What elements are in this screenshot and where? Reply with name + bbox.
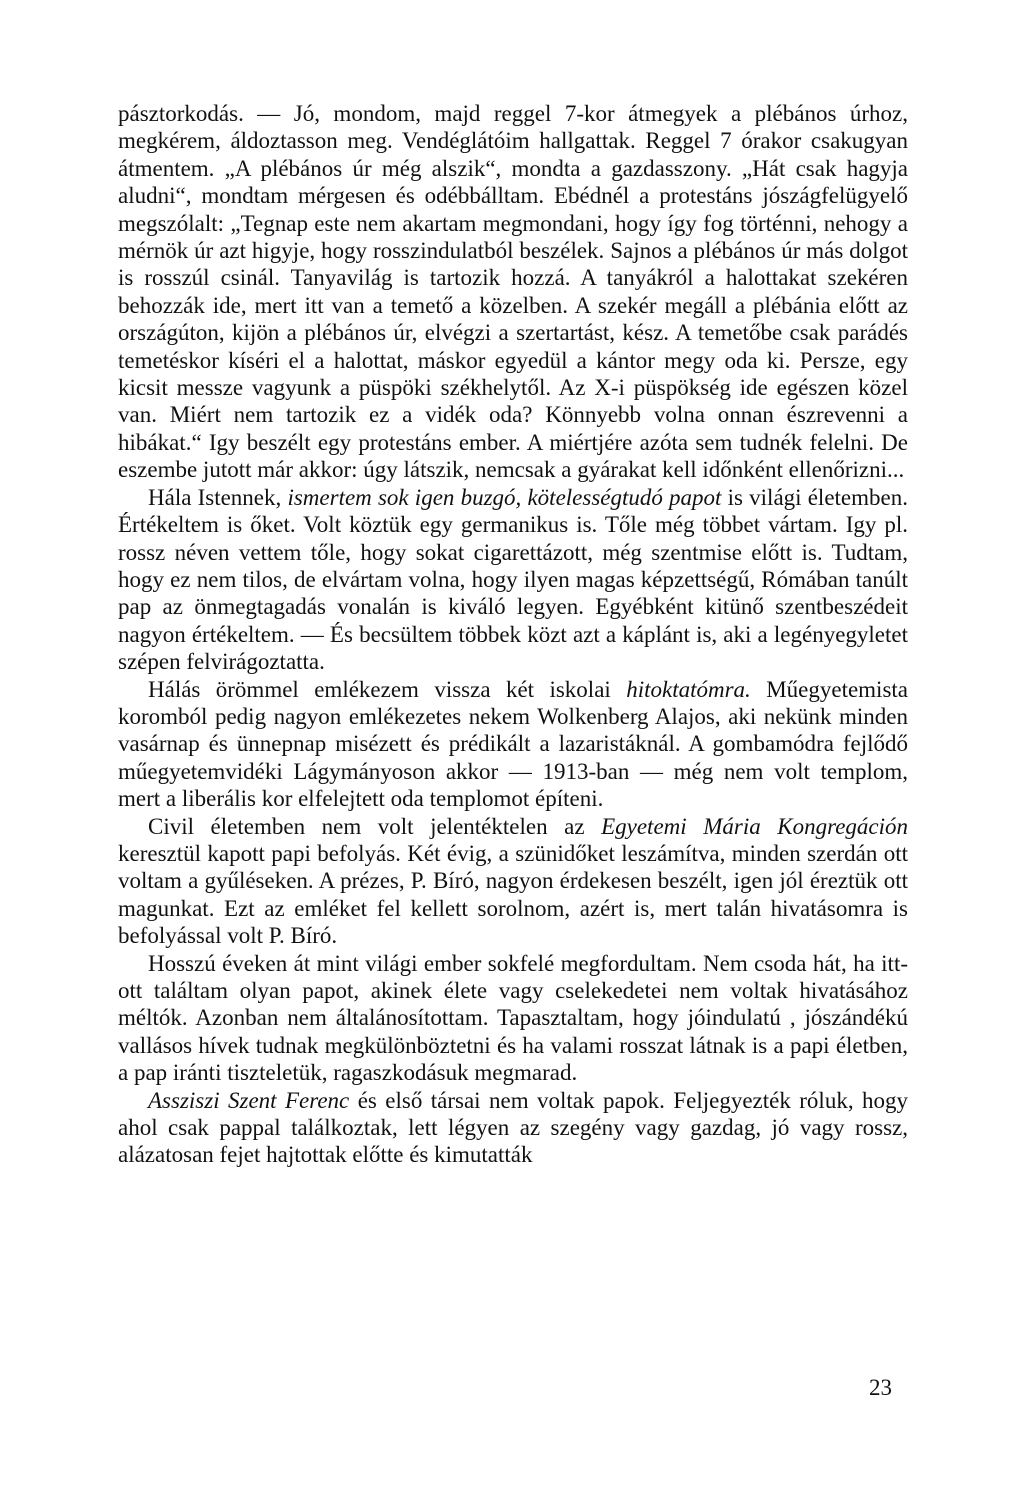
italic-run: ismertem sok igen buzgó, kötelességtudó papot bbox=[287, 484, 722, 510]
text-run: pásztorkodás. — Jó, mondom, majd reggel 7-kor átmegyek a plébános úrhoz, megkérem, áldoztasson meg. Vendéglátóim hallgattak. Reggel 7 órakor csakugyan átmentem. „A plébános úr még alszik“, mondta a gazdasszony. „Hát csak hagyja aludni“, mondtam mérgesen és odébbálltam. Ebédnél a protestáns jószágfelügyelő megszólalt: „Tegnap este nem akartam megmondani, hogy így fog történni, nehogy a mérnök úr azt higyje, hogy rosszindulatból beszélek. Sajnos a plébános úr más dolgot is rosszúl csinál. Tanyavilág is tartozik hozzá. A tanyákról a halottakat szekéren behozzák ide, mert itt van a temető a közelben. A szekér megáll a plébánia előtt az országúton, kijön a plébános úr, elvégzi a szertartást, kész. A temetőbe csak parádés temetéskor kíséri el a halottat, máskor egyedül a kántor megy oda ki. Persze, egy kicsit messze vagyunk a püspöki székhelytől. Az X-i püspökség ide egészen közel van. Miért nem tartozik ez a vidék oda? Könnyebb volna onnan észrevenni a hibákat.“ Igy beszélt egy protestáns ember. A miértjére azóta sem tudnék felelni. De eszembe jutott már akkor: úgy látszik, nemcsak a gyárakat kell időnként ellenőrizni... bbox=[118, 101, 908, 483]
paragraph-4 bbox=[118, 813, 908, 950]
paragraph-5 bbox=[118, 950, 908, 1087]
text-run: is világi életemben. Értékeltem is őket. Volt köztük egy germanikus is. Tőle még többet vártam. Igy pl. rossz néven vettem tőle, hogy sokat cigarettázott, még szentmise előtt is. Tudtam, hogy ez nem tilos, de elvártam volna, hogy ilyen magas képzettségű, Rómában tanúlt pap az önmegtagadás vonalán is kiváló legyen. Egyébként kitünő szentbeszédeit nagyon értékeltem. — És becsültem többek közt azt a káplánt is, aki a legényegyletet szépen felvirágoztatta. bbox=[118, 484, 908, 675]
paragraph-2 bbox=[118, 484, 908, 676]
paragraph-1 bbox=[118, 100, 908, 484]
page-number: 23 bbox=[869, 1375, 892, 1400]
page-text-block bbox=[118, 100, 908, 1169]
text-run: és első társai nem voltak papok. Feljegyezték róluk, hogy ahol csak pappal találkoztak, lett légyen az szegény vagy gazdag, jó vagy rossz, alázatosan fejet hajtottak előtte és kimutatták bbox=[118, 1087, 908, 1168]
text-run: Civil életemben nem volt jelentéktelen az bbox=[148, 813, 602, 839]
italic-run: Egyetemi Mária Kongregáción bbox=[601, 813, 908, 839]
paragraph-6 bbox=[118, 1087, 908, 1169]
text-run: Hála Istennek, bbox=[148, 484, 288, 510]
text-run: Hálás örömmel emlékezem vissza két iskolai bbox=[148, 676, 627, 702]
paragraph-3 bbox=[118, 676, 908, 813]
text-run: Hosszú éveken át mint világi ember sokfelé megfordultam. Nem csoda hát, ha itt-ott találtam olyan papot, akinek élete vagy cselekedetei nem voltak hivatásához méltók. Azonban nem általánosítottam. Tapasztaltam, hogy jóindulatú , jószándékú vallásos hívek tudnak megkülönböztetni és ha valami rosszat látnak is a papi életben, a pap iránti tiszteletük, ragaszkodásuk megmarad. bbox=[118, 950, 908, 1086]
text-run: keresztül kapott papi befolyás. Két évig, a szünidőket leszámítva, minden szerdán ott voltam a gyűléseken. A prézes, P. Bíró, nagyon érdekesen beszélt, igen jól éreztük ott magunkat. Ezt az emléket fel kellett sorolnom, azért is, mert talán hivatásomra is befolyással volt P. Bíró. bbox=[118, 840, 908, 949]
italic-run: hitoktatómra. bbox=[626, 676, 751, 702]
italic-run: Assziszi Szent Ferenc bbox=[148, 1087, 350, 1113]
text-run: Műegyetemista koromból pedig nagyon emlékezetes nekem Wolkenberg Alajos, aki nekünk minden vasárnap és ünnepnap misézett és prédikált a lazaristáknál. A gombamódra fejlődő műegyetemvidéki Lágymányoson akkor — 1913-ban — még nem volt templom, mert a liberális kor elfelejtett oda templomot építeni. bbox=[118, 676, 908, 812]
